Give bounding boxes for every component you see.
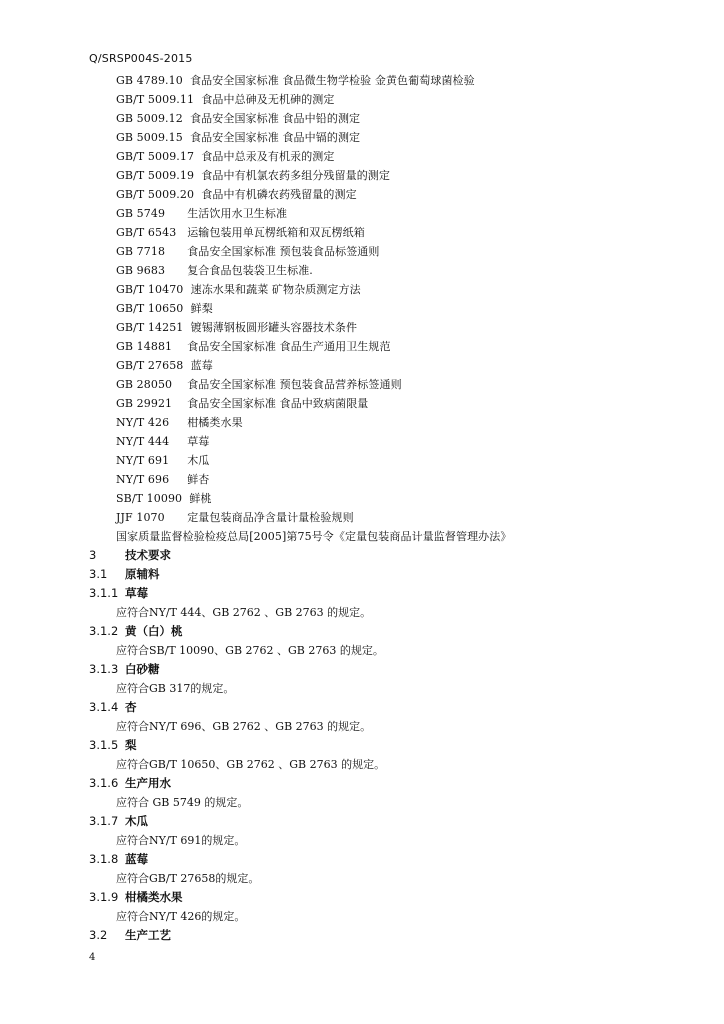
reference-item	[116, 413, 716, 432]
reference-title: 国家质量监督检验检疫总局[2005]第75号令《定量包装商品计量监督管理办法》	[116, 530, 512, 543]
reference-code: JJF 1070	[116, 511, 165, 524]
page-number: 4	[89, 952, 96, 963]
section-3-heading	[89, 546, 709, 565]
reference-title: 柑橘类水果	[187, 416, 243, 429]
subsection-number: 3.1.5	[89, 738, 119, 752]
reference-title: 食品安全国家标准 食品中致病菌限量	[187, 397, 369, 410]
reference-item	[116, 432, 716, 451]
reference-code: GB/T 14251	[116, 321, 184, 334]
reference-title: 鲜梨	[190, 302, 213, 315]
reference-item	[116, 527, 716, 546]
reference-title: 草莓	[187, 435, 210, 448]
reference-item	[116, 280, 716, 299]
section-3-2-heading	[89, 926, 709, 945]
subsection-title: 生产用水	[125, 776, 171, 790]
section-title: 技术要求	[125, 548, 171, 562]
section-number: 3.1	[89, 567, 108, 581]
reference-code: GB 28050	[116, 378, 173, 391]
section-number: 3.2	[89, 928, 108, 942]
reference-item	[116, 299, 716, 318]
reference-code: NY/T 691	[116, 454, 170, 467]
reference-title: 食品中有机磷农药残留量的测定	[201, 188, 357, 201]
reference-code: SB/T 10090	[116, 492, 183, 505]
subsection-text: 应符合GB/T 10650、GB 2762 、GB 2763 的规定。	[116, 758, 386, 771]
subsection-text: 应符合NY/T 444、GB 2762 、GB 2763 的规定。	[116, 606, 372, 619]
reference-title: 蓝莓	[190, 359, 213, 372]
reference-item	[116, 261, 716, 280]
reference-code: GB/T 5009.19	[116, 169, 195, 182]
reference-title: 食品安全国家标准 食品中镉的测定	[190, 131, 361, 144]
reference-item	[116, 204, 716, 223]
reference-code: GB 4789.10	[116, 74, 183, 87]
reference-title: 生活饮用水卫生标准	[187, 207, 288, 220]
subsection-text: 应符合 GB 5749 的规定。	[116, 796, 249, 809]
subsection-heading	[89, 850, 709, 869]
reference-title: 复合食品包装袋卫生标准.	[187, 264, 313, 277]
subsection-number: 3.1.7	[89, 814, 119, 828]
reference-code: GB 29921	[116, 397, 173, 410]
subsection-title: 草莓	[125, 586, 148, 600]
reference-title: 木瓜	[187, 454, 210, 467]
subsection-text: 应符合NY/T 691的规定。	[116, 834, 246, 847]
reference-item	[116, 337, 716, 356]
reference-item	[116, 508, 716, 527]
reference-title: 运输包装用单瓦楞纸箱和双瓦楞纸箱	[187, 226, 365, 239]
subsection-title: 黄（白）桃	[125, 624, 183, 638]
subsection-number: 3.1.1	[89, 586, 119, 600]
subsection-heading	[89, 622, 709, 641]
subsection-title: 蓝莓	[125, 852, 148, 866]
subsection-heading	[89, 888, 709, 907]
document-code: Q/SRSP004S-2015	[89, 52, 193, 65]
reference-item	[116, 375, 716, 394]
normative-references-list	[116, 71, 716, 546]
subsection-number: 3.1.2	[89, 624, 119, 638]
subsection-text: 应符合GB 317的规定。	[116, 682, 235, 695]
reference-code: GB/T 6543	[116, 226, 177, 239]
reference-code: GB/T 5009.17	[116, 150, 195, 163]
reference-title: 食品安全国家标准 食品中铅的测定	[190, 112, 361, 125]
reference-item	[116, 470, 716, 489]
subsection-heading	[89, 812, 709, 831]
reference-item	[116, 318, 716, 337]
reference-code: GB/T 27658	[116, 359, 184, 372]
subsection-number: 3.1.8	[89, 852, 119, 866]
subsection-heading	[89, 660, 709, 679]
subsection-title: 白砂糖	[125, 662, 160, 676]
subsection-heading	[89, 774, 709, 793]
reference-title: 镀锡薄钢板圆形罐头容器技术条件	[190, 321, 358, 334]
reference-title: 食品安全国家标准 食品生产通用卫生规范	[187, 340, 391, 353]
reference-item	[116, 166, 716, 185]
reference-code: NY/T 426	[116, 416, 170, 429]
reference-title: 食品中总汞及有机汞的测定	[201, 150, 335, 163]
reference-code: GB/T 10470	[116, 283, 184, 296]
reference-item	[116, 489, 716, 508]
reference-code: GB 9683	[116, 264, 166, 277]
reference-item	[116, 147, 716, 166]
reference-title: 食品安全国家标准 食品微生物学检验 金黄色葡萄球菌检验	[190, 74, 475, 87]
subsection-heading	[89, 698, 709, 717]
subsection-text: 应符合NY/T 426的规定。	[116, 910, 246, 923]
reference-code: GB/T 10650	[116, 302, 184, 315]
subsection-text: 应符合GB/T 27658的规定。	[116, 872, 260, 885]
reference-code: GB 5009.15	[116, 131, 183, 144]
reference-title: 定量包装商品净含量计量检验规则	[187, 511, 354, 524]
reference-title: 食品中有机氯农药多组分残留量的测定	[201, 169, 391, 182]
reference-item	[116, 394, 716, 413]
reference-code: GB 5749	[116, 207, 166, 220]
subsection-title: 梨	[125, 738, 137, 752]
reference-code: GB/T 5009.20	[116, 188, 195, 201]
subsection-number: 3.1.4	[89, 700, 119, 714]
reference-item	[116, 223, 716, 242]
reference-item	[116, 128, 716, 147]
section-3-1-heading	[89, 565, 709, 584]
reference-item	[116, 71, 716, 90]
reference-title: 食品安全国家标准 预包装食品营养标签通则	[187, 378, 402, 391]
reference-item	[116, 185, 716, 204]
reference-title: 食品中总砷及无机砷的测定	[201, 93, 335, 106]
reference-item	[116, 242, 716, 261]
subsection-title: 杏	[125, 700, 137, 714]
subsection-title: 木瓜	[125, 814, 148, 828]
reference-title: 速冻水果和蔬菜 矿物杂质测定方法	[190, 283, 361, 296]
reference-code: GB 7718	[116, 245, 166, 258]
subsection-heading	[89, 584, 709, 603]
reference-title: 鲜杏	[187, 473, 210, 486]
reference-item	[116, 90, 716, 109]
reference-code: GB 5009.12	[116, 112, 183, 125]
section-number: 3	[89, 548, 97, 562]
reference-code: GB 14881	[116, 340, 173, 353]
reference-code: GB/T 5009.11	[116, 93, 195, 106]
reference-title: 食品安全国家标准 预包装食品标签通则	[187, 245, 380, 258]
reference-item	[116, 356, 716, 375]
reference-item	[116, 451, 716, 470]
subsection-title: 柑橘类水果	[125, 890, 183, 904]
reference-item	[116, 109, 716, 128]
subsection-number: 3.1.9	[89, 890, 119, 904]
section-title: 生产工艺	[125, 928, 171, 942]
section-title: 原辅料	[125, 567, 160, 581]
subsection-text: 应符合SB/T 10090、GB 2762 、GB 2763 的规定。	[116, 644, 384, 657]
raw-material-items	[89, 584, 709, 926]
subsection-number: 3.1.3	[89, 662, 119, 676]
subsection-heading	[89, 736, 709, 755]
reference-code: NY/T 696	[116, 473, 170, 486]
reference-title: 鲜桃	[189, 492, 212, 505]
subsection-text: 应符合NY/T 696、GB 2762 、GB 2763 的规定。	[116, 720, 372, 733]
technical-requirements-section	[89, 546, 709, 945]
subsection-number: 3.1.6	[89, 776, 119, 790]
reference-code: NY/T 444	[116, 435, 170, 448]
